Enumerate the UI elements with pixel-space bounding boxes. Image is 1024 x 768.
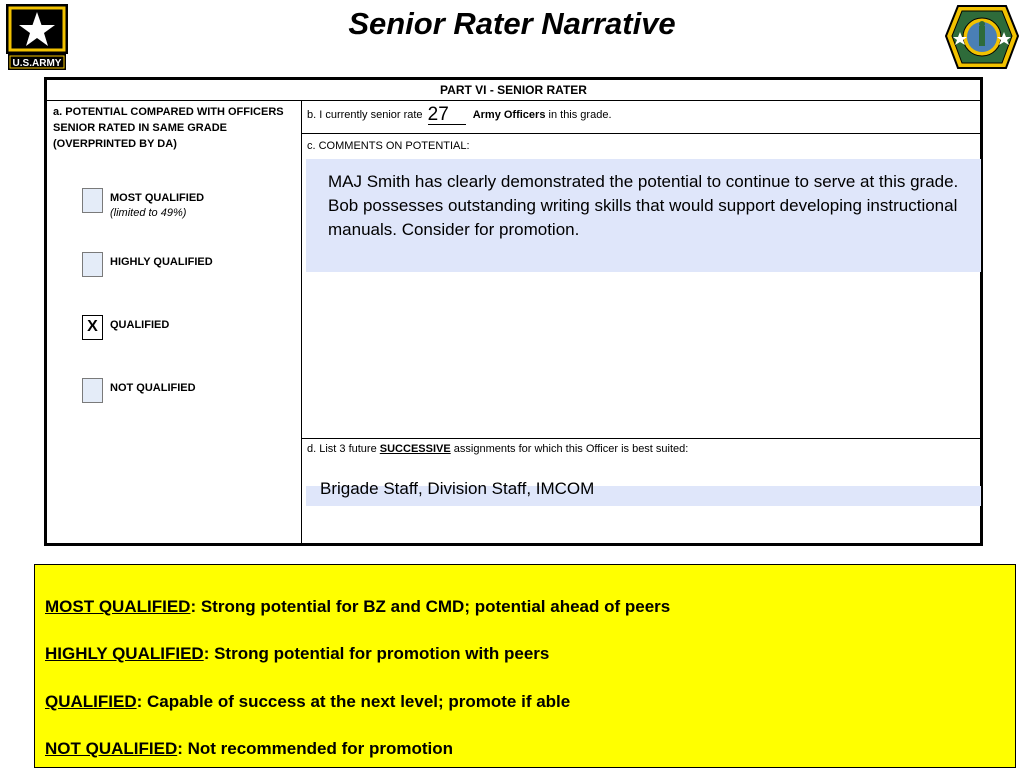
section-b-suffix: in this grade. <box>548 109 612 121</box>
legend-term: HIGHLY QUALIFIED <box>45 644 204 663</box>
column-divider <box>301 100 302 543</box>
section-b-bold: Army Officers <box>472 109 546 121</box>
legend-term: QUALIFIED <box>45 692 137 711</box>
legend-desc: : Strong potential for promotion with peers <box>203 644 550 663</box>
senior-rater-form <box>44 77 983 546</box>
most-qualified-label: MOST QUALIFIED <box>110 192 205 204</box>
legend-desc: : Capable of success at the next level; promote if able <box>136 692 571 711</box>
form-header: PART VI - SENIOR RATER <box>47 80 980 101</box>
section-d-suffix: assignments for which this Officer is best suited: <box>453 443 689 455</box>
senior-rate-count-field[interactable]: 27 <box>428 106 466 125</box>
rating-legend <box>34 564 1016 768</box>
section-b <box>307 106 612 125</box>
section-d-prefix: d. List 3 future <box>307 443 377 455</box>
army-medical-seal-logo <box>944 2 1020 70</box>
qualified-checkbox[interactable]: X <box>82 315 103 340</box>
section-a-label: a. POTENTIAL COMPARED WITH OFFICERS SENIOR RATED IN SAME GRADE (OVERPRINTED BY DA) <box>53 106 284 150</box>
divider-b-c <box>302 133 980 134</box>
legend-desc: : Strong potential for BZ and CMD; potential ahead of peers <box>190 597 671 616</box>
svg-text:U.S.ARMY: U.S.ARMY <box>12 58 62 69</box>
section-d-label <box>307 443 688 455</box>
most-qualified-checkbox[interactable] <box>82 188 103 213</box>
comments-field[interactable] <box>306 159 981 272</box>
legend-item-most-qualified <box>45 597 670 617</box>
highly-qualified-label: HIGHLY QUALIFIED <box>110 256 213 268</box>
legend-desc: : Not recommended for promotion <box>177 739 453 758</box>
not-qualified-checkbox[interactable] <box>82 378 103 403</box>
section-c-label: c. COMMENTS ON POTENTIAL: <box>307 140 470 152</box>
most-qualified-limit: (limited to 49%) <box>110 207 187 219</box>
legend-term: NOT QUALIFIED <box>45 739 178 758</box>
legend-item-not-qualified <box>45 739 453 759</box>
divider-c-d <box>302 438 980 439</box>
page-title: Senior Rater Narrative <box>348 6 676 41</box>
legend-term: MOST QUALIFIED <box>45 597 191 616</box>
qualified-label: QUALIFIED <box>110 319 170 331</box>
assignments-text: Brigade Staff, Division Staff, IMCOM <box>320 479 595 498</box>
legend-item-highly-qualified <box>45 644 549 664</box>
section-d-emphasis: SUCCESSIVE <box>379 443 451 455</box>
highly-qualified-checkbox[interactable] <box>82 252 103 277</box>
comments-text: MAJ Smith has clearly demonstrated the potential to continue to serve at this grade. Bob possesses outstanding writing skills that would support developing instructional manuals. Consider for promotion. <box>328 172 959 239</box>
legend-item-qualified <box>45 692 570 712</box>
not-qualified-label: NOT QUALIFIED <box>110 382 196 394</box>
section-b-prefix: b. I currently senior rate <box>307 109 423 121</box>
